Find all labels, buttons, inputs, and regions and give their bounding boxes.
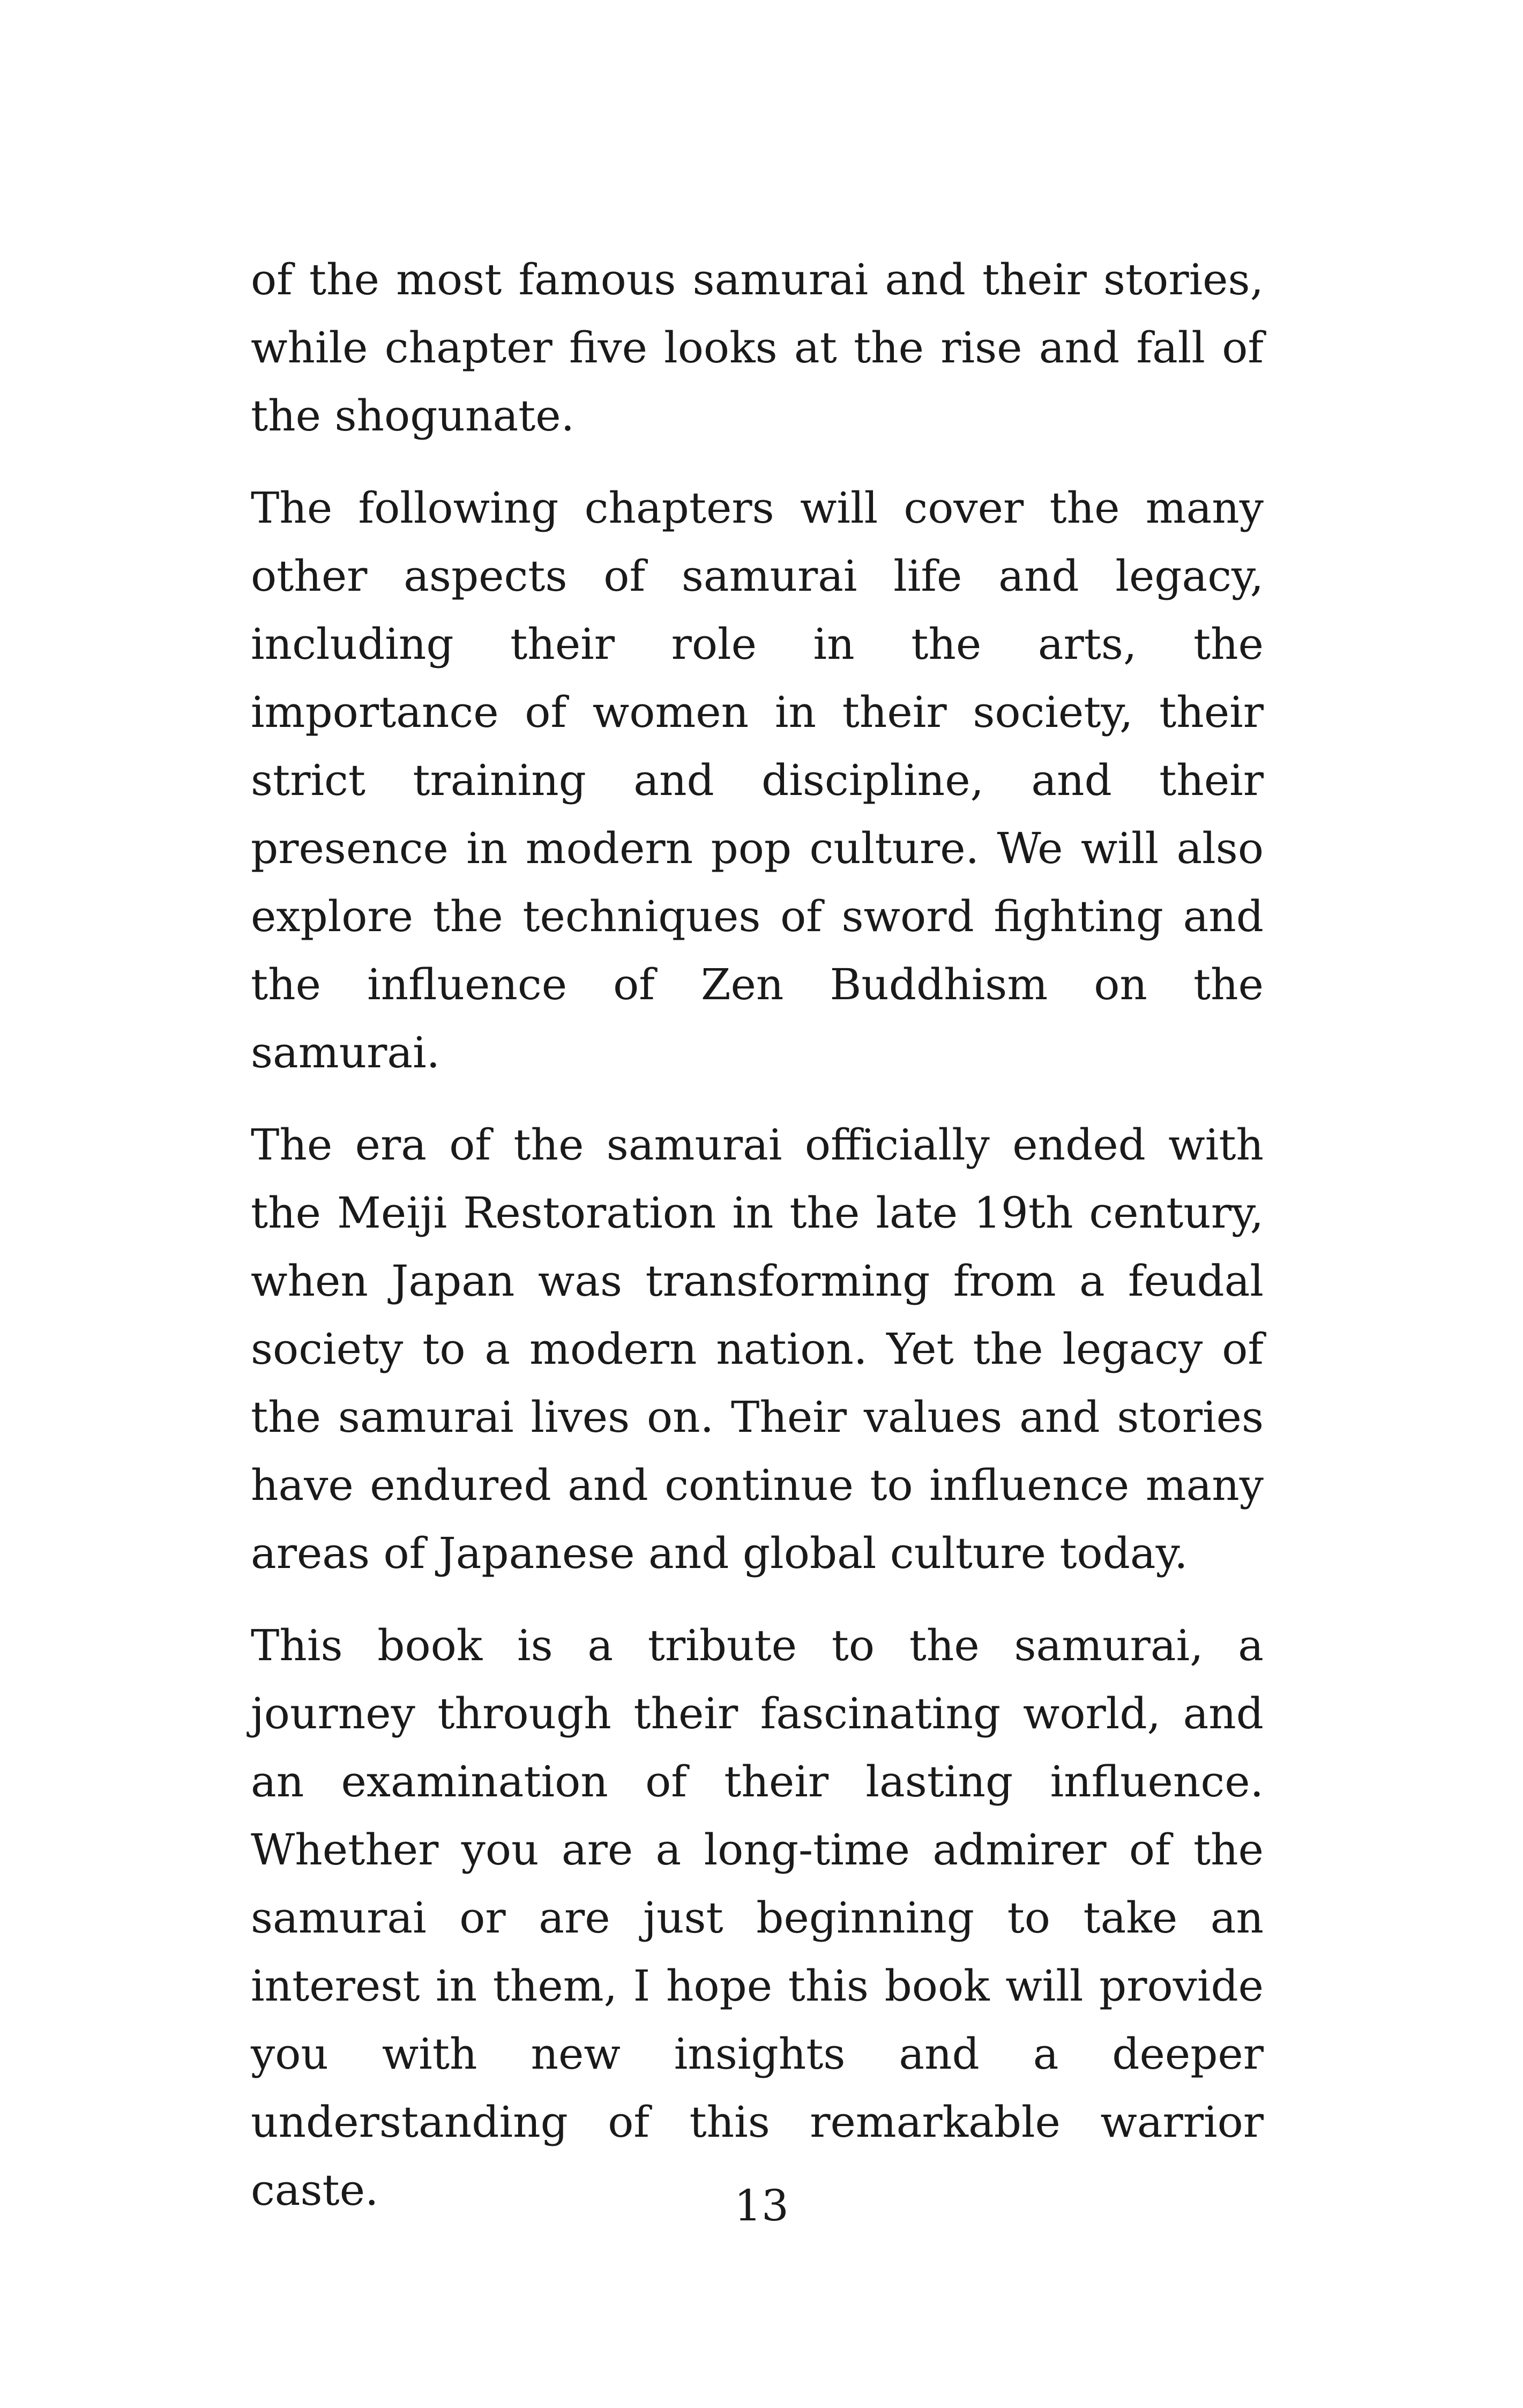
- paragraph: The following chapters will cover the many other aspects of samurai life and legacy, including their role in the arts, the importance of women in their society, their strict training and discipline, and their presence in modern pop culture. We will also explore the techniques of sword fighting and the influence of Zen Buddhism on the samurai.: [251, 483, 1264, 1077]
- body-text: [251, 246, 1264, 2224]
- paragraph: The era of the samurai officially ended with the Meiji Restoration in the late 19th century, when Japan was transforming from a feudal society to a modern nation. Yet the legacy of the samurai lives on. Their values and stories have endured and continue to influence many areas of Japanese and global culture today.: [251, 1120, 1264, 1578]
- page-number: 13: [734, 2181, 789, 2231]
- paragraph: of the most famous samurai and their stories, while chapter five looks at the rise and fall of the shogunate.: [251, 255, 1264, 441]
- paragraph: This book is a tribute to the samurai, a journey through their fascinating world, and an examination of their lasting influence. Whether you are a long-time admirer of the samurai or are just beginning to take an interest in them, I hope this book will provide you with new insights and a deeper understanding of this remarkable warrior caste.: [251, 1621, 1264, 2215]
